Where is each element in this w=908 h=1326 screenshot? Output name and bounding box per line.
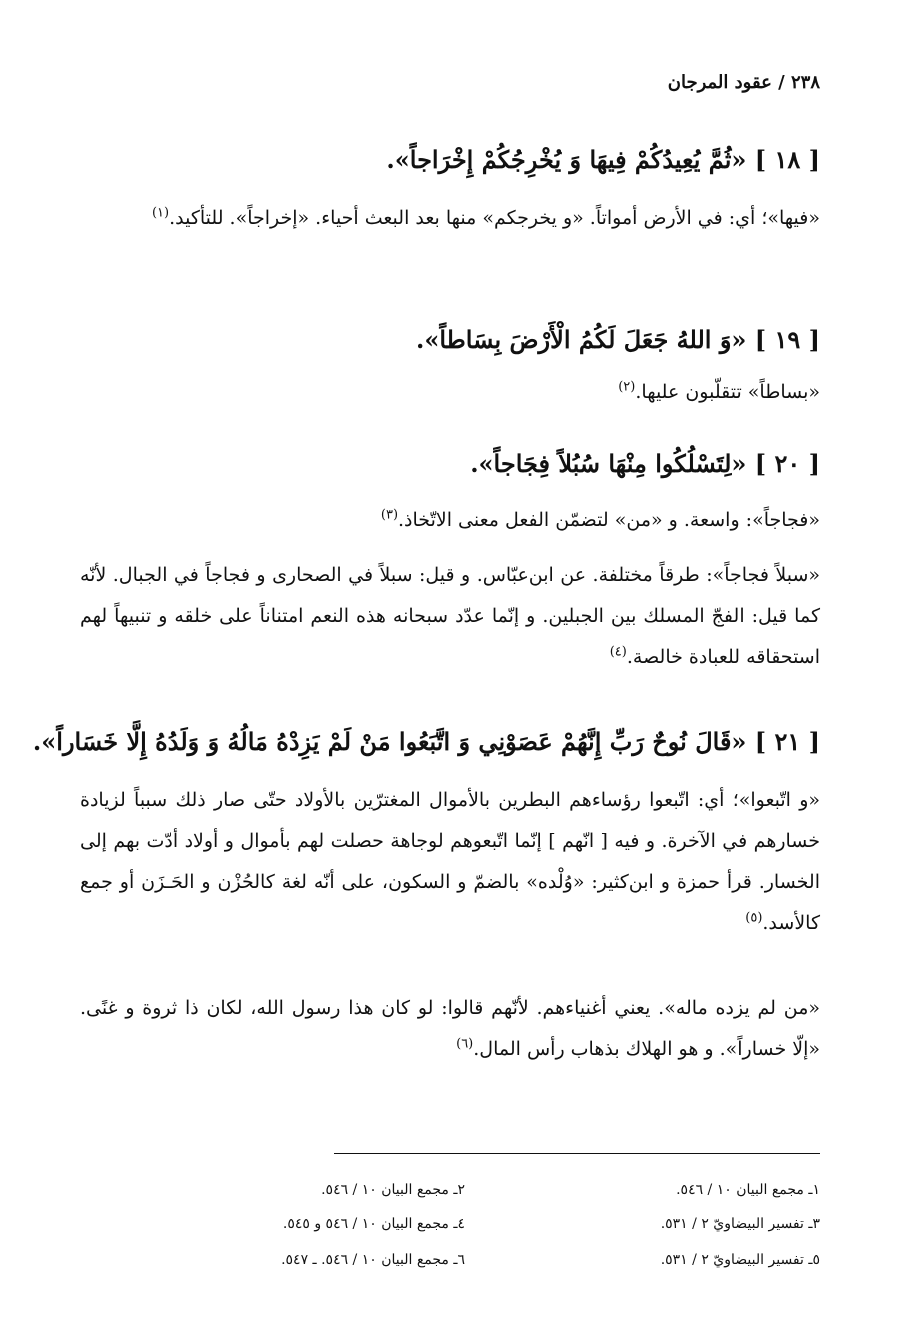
commentary-paragraph [80,780,820,944]
commentary-text: «من لم يزده ماله». يعني أغنياءهم. لأنّهم قالوا: لو كان هذا رسول الله، لكان ذا ثروة و غنًى. «إلّا خساراً». و هو الهلاك بذهاب رأس المال. [80,997,820,1060]
commentary-paragraph [80,555,820,678]
commentary-paragraph [80,198,820,239]
verse-heading-20: [ ٢٠ ] «لِتَسْلُكُوا مِنْهَا سُبُلاً فِجَاجاً». [470,449,820,478]
commentary-paragraph [80,988,820,1070]
header-separator: / [778,72,785,93]
verse-heading-21: [ ٢١ ] «قَالَ نُوحٌ رَبِّ إِنَّهُمْ عَصَوْنِي وَ اتَّبَعُوا مَنْ لَمْ يَزِدْهُ مَالُهُ وَ وَلَدُهُ إِلَّا خَسَاراً». [32,727,820,756]
footnote-item: ٥ـ تفسير البيضاويّ ٢ / ٥٣١. [660,1252,820,1268]
commentary-text: «بساطاً» تتقلّبون عليها. [635,381,820,403]
commentary-paragraph [80,500,820,541]
commentary-paragraph [80,372,820,413]
footnote-ref: (٣) [380,507,399,523]
commentary-text: «سبلاً فجاجاً»: طرقاً مختلفة. عن ابن‌عبّاس. و قيل: سبلاً في الصحارى و فجاجاً في الجبال. لأنّه كما قيل: الفجّ المسلك بين الجبلين. و إنّما عدّد سبحانه هذه النعم امتناناً على خلقه و تنبيهاً لهم استحقاقه للعبادة خالصة. [80,564,820,668]
book-page [32,0,820,1326]
footnote-item: ٢ـ مجمع البيان ١٠ / ٥٤٦. [321,1182,465,1198]
footnote-ref: (٦) [456,1036,474,1052]
page-number: ٢٣٨ [790,72,820,93]
verse-heading-19: [ ١٩ ] «وَ اللهُ جَعَلَ لَكُمُ الْأَرْضَ بِسَاطاً». [416,325,820,354]
commentary-text: «فيها»؛ أي: في الأرض أمواتاً. «و يخرجكم» منها بعد البعث أحياء. «إخراجاً». للتأكيد. [169,207,820,229]
verse-heading-18: [ ١٨ ] «ثُمَّ يُعِيدُكُمْ فِيهَا وَ يُخْرِجُكُمْ إِخْرَاجاً». [386,145,820,174]
footnote-ref: (٢) [618,379,636,395]
footnote-ref: (٥) [745,910,763,926]
book-title: عقود المرجان [667,72,772,93]
commentary-text: «و اتّبعوا»؛ أي: اتّبعوا رؤساءهم البطرين بالأموال المغترّين بالأولاد حتّى صار ذلك سبباً لزيادة خسارهم في الآخرة. و فيه [ انّهم ] إنّما اتّبعوهم لوجاهة حصلت لهم بأموال و أولاد أدّت بهم إلى الخسار. قرأ حمزة و ابن‌كثير: «وُلْده» بالضمّ و السكون، على أنّه لغة كالحُزْن و الحَـزَن أو جمع كالأسد. [80,789,820,934]
footnote-divider [334,1153,820,1154]
running-header [668,72,820,93]
footnote-ref: (٤) [609,644,627,660]
commentary-text: «فجاجاً»: واسعة. و «من» لتضمّن الفعل معنى الاتّخاذ. [398,509,820,531]
footnote-item: ٣ـ تفسير البيضاويّ ٢ / ٥٣١. [660,1216,820,1232]
footnote-item: ٦ـ مجمع البيان ١٠ / ٥٤٦. ـ ٥٤٧. [281,1252,465,1268]
footnote-item: ١ـ مجمع البيان ١٠ / ٥٤٦. [676,1182,820,1198]
footnote-item: ٤ـ مجمع البيان ١٠ / ٥٤٦ و ٥٤٥. [282,1216,465,1232]
footnote-ref: (١) [151,205,170,221]
